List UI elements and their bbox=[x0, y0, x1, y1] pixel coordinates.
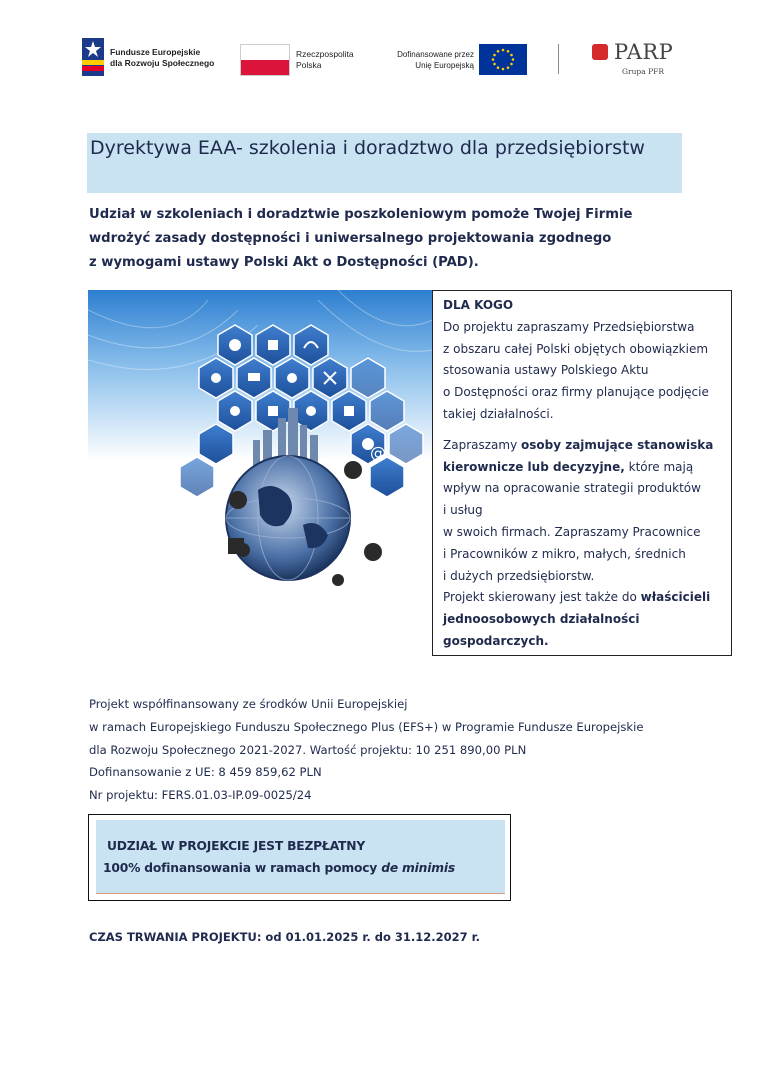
technology-globe-illustration bbox=[88, 290, 433, 600]
free-heading: UDZIAŁ W PROJEKCIE JEST BEZPŁATNY bbox=[107, 839, 366, 853]
free-subheading: 100% dofinansowania w ramach pomocy de minimis bbox=[103, 861, 455, 875]
who-heading: DLA KOGO bbox=[443, 298, 514, 312]
page-title: Dyrektywa EAA- szkolenia i doradztwo dla przedsiębiorstw bbox=[90, 137, 645, 159]
logo-divider bbox=[558, 44, 559, 74]
funding-info: Projekt współfinansowany ze środków Unii Europejskiej w ramach Europejskiego Funduszu Społecznego Plus (EFS+) w Programie Fundusze Europejskie dla Rozwoju Społecznego 2021-2027. Wartość projektu: 10 251 890,00 PLN Dofinansowanie z UE: 8 459 859,62 PLN Nr projektu: FERS.01.03-IP.09-0025/24 bbox=[89, 697, 644, 803]
parp-mark-icon bbox=[592, 44, 608, 60]
parp-logo: PARP Grupa PFR bbox=[592, 40, 692, 78]
title-band bbox=[87, 133, 682, 193]
svg-text:@: @ bbox=[370, 443, 386, 462]
free-participation-box bbox=[88, 814, 511, 901]
project-duration: CZAS TRWANIA PROJEKTU: od 01.01.2025 r. do 31.12.2027 r. bbox=[89, 930, 481, 944]
eu-funding-logo: Dofinansowane przez Unię Europejską bbox=[380, 42, 530, 76]
lead-paragraph: Udział w szkoleniach i doradztwie poszkoleniowym pomoże Twojej Firmie wdrożyć zasady dostępności i uniwersalnego projektowania zgodnego z wymogami ustawy Polski Akt o Dostępności (PAD). bbox=[89, 207, 633, 270]
fe-star-icon bbox=[82, 38, 104, 76]
fundusze-europejskie-logo: Fundusze Europejskie dla Rozwoju Społecznego bbox=[82, 38, 232, 78]
polish-flag-icon bbox=[240, 44, 290, 76]
rzeczpospolita-polska-logo: Rzeczpospolita Polska bbox=[240, 42, 370, 76]
target-audience-box: DLA KOGO Do projektu zapraszamy Przedsiębiorstwa z obszaru całej Polski objętych obowiązkiem stosowania ustawy Polskiego Aktu o Dostępności oraz firmy planujące podjęcie takiej działalności. Zapraszamy osoby zajmujące stanowiska kierownicze lub decyzyjne, które mają wpływ na opracowanie strategii produktów i usług w swoich firmach. Zapraszamy Pracownice i Pracowników z mikro, małych, średnich i dużych przedsiębiorstw. Projekt skierowany jest także do właścicieli jednoosobowych działalności gospodarczych. bbox=[432, 290, 732, 656]
eu-flag-icon bbox=[479, 44, 527, 75]
